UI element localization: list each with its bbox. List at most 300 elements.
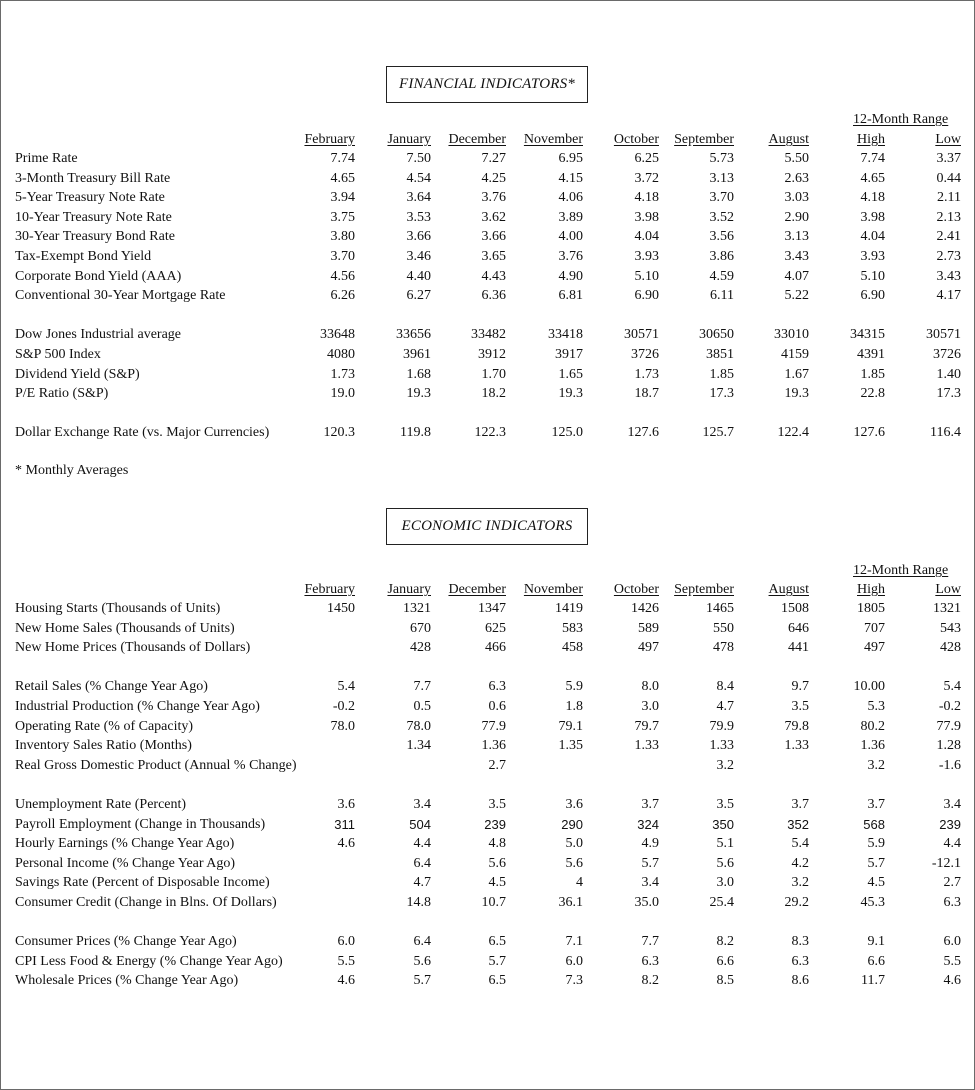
cell-november: 290 xyxy=(561,817,583,832)
cell-october: 1426 xyxy=(631,601,659,616)
cell-high: 7.74 xyxy=(860,151,885,166)
cell-january: 3961 xyxy=(403,347,431,362)
cell-low: 3.37 xyxy=(936,151,961,166)
cell-december: 4.25 xyxy=(481,171,506,186)
row-label: Consumer Credit (Change in Blns. Of Dollars) xyxy=(15,895,277,910)
cell-low: 3726 xyxy=(933,347,961,362)
table-row xyxy=(1,854,975,874)
cell-february: 4.6 xyxy=(337,836,355,851)
row-label: CPI Less Food & Energy (% Change Year Ago) xyxy=(15,954,283,969)
cell-january: 5.6 xyxy=(413,954,431,969)
cell-november: 1419 xyxy=(555,601,583,616)
cell-october: 18.7 xyxy=(634,386,659,401)
cell-august: 3.7 xyxy=(791,797,809,812)
cell-november: 3917 xyxy=(555,347,583,362)
cell-january: 4.54 xyxy=(406,171,431,186)
cell-february: 4.56 xyxy=(330,269,355,284)
cell-december: 3.65 xyxy=(481,249,506,264)
cell-december: 1.70 xyxy=(481,367,506,382)
cell-november: 1.8 xyxy=(565,699,583,714)
cell-low: -0.2 xyxy=(938,699,961,714)
row-label: Operating Rate (% of Capacity) xyxy=(15,719,194,734)
cell-high: 5.7 xyxy=(867,856,885,871)
cell-low: 2.13 xyxy=(936,210,961,225)
cell-january: 1.68 xyxy=(406,367,431,382)
cell-september: 25.4 xyxy=(709,895,734,910)
cell-february: 5.5 xyxy=(337,954,355,969)
row-label: Personal Income (% Change Year Ago) xyxy=(15,856,236,871)
cell-september: 79.9 xyxy=(709,719,734,734)
cell-february: 19.0 xyxy=(330,386,355,401)
cell-december: 3.5 xyxy=(488,797,506,812)
cell-august: 9.7 xyxy=(791,679,809,694)
cell-august: 122.4 xyxy=(777,425,809,440)
cell-september: 4.7 xyxy=(716,699,734,714)
cell-august: 3.2 xyxy=(791,875,809,890)
cell-january: 6.4 xyxy=(413,856,431,871)
cell-november: 5.0 xyxy=(565,836,583,851)
cell-low: 1321 xyxy=(933,601,961,616)
cell-september: 350 xyxy=(712,817,734,832)
cell-november: 36.1 xyxy=(558,895,583,910)
column-header-january: January xyxy=(387,132,431,147)
cell-low: -12.1 xyxy=(931,856,961,871)
cell-september: 3.13 xyxy=(709,171,734,186)
cell-september: 8.5 xyxy=(716,973,734,988)
cell-august: 8.3 xyxy=(791,934,809,949)
cell-high: 5.10 xyxy=(860,269,885,284)
cell-january: 4.4 xyxy=(413,836,431,851)
cell-high: 45.3 xyxy=(860,895,885,910)
cell-september: 3.86 xyxy=(709,249,734,264)
cell-november: 3.89 xyxy=(558,210,583,225)
economic-indicators-title: ECONOMIC INDICATORS xyxy=(386,508,588,545)
cell-december: 77.9 xyxy=(481,719,506,734)
cell-december: 2.7 xyxy=(488,758,506,773)
column-header-february: February xyxy=(304,132,355,147)
cell-november: 79.1 xyxy=(558,719,583,734)
column-header-november: November xyxy=(523,132,583,147)
cell-february: 33648 xyxy=(320,327,355,342)
row-label: Hourly Earnings (% Change Year Ago) xyxy=(15,836,235,851)
cell-october: 3.72 xyxy=(634,171,659,186)
column-header-december: December xyxy=(448,582,506,597)
row-label: Savings Rate (Percent of Disposable Income) xyxy=(15,875,270,890)
table-row xyxy=(1,873,975,893)
cell-low: 5.5 xyxy=(943,954,961,969)
financial-12-month-range-label: 12-Month Range xyxy=(853,112,949,127)
cell-february: 78.0 xyxy=(330,719,355,734)
cell-january: 3.46 xyxy=(406,249,431,264)
row-label: 5-Year Treasury Note Rate xyxy=(15,190,165,205)
cell-september: 5.1 xyxy=(716,836,734,851)
cell-high: 4391 xyxy=(857,347,885,362)
cell-december: 5.6 xyxy=(488,856,506,871)
column-header-october: October xyxy=(613,582,659,597)
cell-october: 589 xyxy=(638,621,659,636)
row-label: P/E Ratio (S&P) xyxy=(15,386,109,401)
cell-january: 0.5 xyxy=(413,699,431,714)
cell-january: 3.4 xyxy=(413,797,431,812)
cell-september: 17.3 xyxy=(709,386,734,401)
cell-february: 311 xyxy=(334,817,355,832)
cell-september: 125.7 xyxy=(702,425,734,440)
row-label: Housing Starts (Thousands of Units) xyxy=(15,601,221,616)
table-row xyxy=(1,188,975,208)
cell-november: 4.15 xyxy=(558,171,583,186)
cell-december: 1347 xyxy=(478,601,506,616)
cell-high: 1805 xyxy=(857,601,885,616)
cell-high: 3.7 xyxy=(867,797,885,812)
cell-february: -0.2 xyxy=(332,699,355,714)
cell-low: 4.17 xyxy=(936,288,961,303)
row-label: Inventory Sales Ratio (Months) xyxy=(15,738,192,753)
cell-high: 5.9 xyxy=(867,836,885,851)
row-label: Dividend Yield (S&P) xyxy=(15,367,140,382)
cell-december: 33482 xyxy=(471,327,506,342)
table-row xyxy=(1,325,975,345)
cell-low: 30571 xyxy=(926,327,961,342)
cell-september: 6.11 xyxy=(710,288,734,303)
cell-february: 5.4 xyxy=(337,679,355,694)
cell-december: 6.5 xyxy=(488,973,506,988)
row-label: S&P 500 Index xyxy=(15,347,101,362)
cell-november: 7.1 xyxy=(565,934,583,949)
cell-august: 79.8 xyxy=(784,719,809,734)
cell-low: 543 xyxy=(940,621,961,636)
footnote: * Monthly Averages xyxy=(15,463,129,478)
row-label: Unemployment Rate (Percent) xyxy=(15,797,187,812)
cell-november: 3.76 xyxy=(558,249,583,264)
cell-low: 3.43 xyxy=(936,269,961,284)
cell-august: 1.67 xyxy=(784,367,809,382)
table-row xyxy=(1,619,975,639)
column-header-december: December xyxy=(448,132,506,147)
cell-september: 3.70 xyxy=(709,190,734,205)
cell-october: 127.6 xyxy=(627,425,659,440)
cell-september: 30650 xyxy=(699,327,734,342)
cell-high: 9.1 xyxy=(867,934,885,949)
cell-december: 5.7 xyxy=(488,954,506,969)
cell-january: 78.0 xyxy=(406,719,431,734)
cell-january: 7.7 xyxy=(413,679,431,694)
cell-low: 2.7 xyxy=(943,875,961,890)
table-row xyxy=(1,247,975,267)
cell-january: 14.8 xyxy=(406,895,431,910)
cell-august: 2.90 xyxy=(784,210,809,225)
cell-december: 4.43 xyxy=(481,269,506,284)
cell-october: 3.98 xyxy=(634,210,659,225)
cell-high: 11.7 xyxy=(861,973,885,988)
table-row xyxy=(1,267,975,287)
cell-november: 4 xyxy=(576,875,583,890)
cell-october: 79.7 xyxy=(634,719,659,734)
column-header-january: January xyxy=(387,582,431,597)
cell-august: 19.3 xyxy=(784,386,809,401)
cell-october: 3726 xyxy=(631,347,659,362)
cell-september: 478 xyxy=(713,640,734,655)
cell-august: 4159 xyxy=(781,347,809,362)
cell-december: 625 xyxy=(485,621,506,636)
cell-high: 4.04 xyxy=(860,229,885,244)
cell-november: 458 xyxy=(562,640,583,655)
cell-august: 352 xyxy=(787,817,809,832)
cell-low: 4.6 xyxy=(943,973,961,988)
cell-august: 1.33 xyxy=(784,738,809,753)
cell-low: 239 xyxy=(939,817,961,832)
cell-high: 568 xyxy=(863,817,885,832)
cell-january: 119.8 xyxy=(400,425,431,440)
cell-january: 6.4 xyxy=(413,934,431,949)
cell-september: 5.6 xyxy=(716,856,734,871)
cell-december: 239 xyxy=(484,817,506,832)
cell-august: 33010 xyxy=(774,327,809,342)
cell-high: 3.93 xyxy=(860,249,885,264)
table-row xyxy=(1,932,975,952)
cell-january: 7.50 xyxy=(406,151,431,166)
cell-low: 2.41 xyxy=(936,229,961,244)
cell-december: 122.3 xyxy=(474,425,506,440)
cell-november: 19.3 xyxy=(558,386,583,401)
cell-high: 1.85 xyxy=(860,367,885,382)
row-label: Dow Jones Industrial average xyxy=(15,327,182,342)
cell-high: 707 xyxy=(864,621,885,636)
cell-february: 1450 xyxy=(327,601,355,616)
row-label: New Home Prices (Thousands of Dollars) xyxy=(15,640,251,655)
cell-low: 77.9 xyxy=(936,719,961,734)
cell-october: 5.10 xyxy=(634,269,659,284)
column-header-october: October xyxy=(613,132,659,147)
cell-september: 3.0 xyxy=(716,875,734,890)
cell-november: 583 xyxy=(562,621,583,636)
cell-high: 1.36 xyxy=(860,738,885,753)
cell-december: 4.5 xyxy=(488,875,506,890)
cell-february: 3.94 xyxy=(330,190,355,205)
cell-january: 19.3 xyxy=(406,386,431,401)
row-label: Wholesale Prices (% Change Year Ago) xyxy=(15,973,239,988)
cell-february: 4.6 xyxy=(337,973,355,988)
cell-october: 3.4 xyxy=(641,875,659,890)
cell-low: 6.0 xyxy=(943,934,961,949)
row-label: Payroll Employment (Change in Thousands) xyxy=(15,817,266,832)
row-label: Industrial Production (% Change Year Ago) xyxy=(15,699,260,714)
table-row xyxy=(1,756,975,776)
cell-high: 10.00 xyxy=(853,679,885,694)
cell-september: 3.52 xyxy=(709,210,734,225)
cell-september: 1465 xyxy=(706,601,734,616)
cell-august: 4.07 xyxy=(784,269,809,284)
cell-october: 3.93 xyxy=(634,249,659,264)
cell-high: 4.18 xyxy=(860,190,885,205)
table-row xyxy=(1,893,975,913)
table-row xyxy=(1,384,975,404)
cell-january: 4.7 xyxy=(413,875,431,890)
cell-january: 428 xyxy=(410,640,431,655)
cell-october: 324 xyxy=(637,817,659,832)
cell-august: 4.2 xyxy=(791,856,809,871)
cell-november: 1.65 xyxy=(558,367,583,382)
cell-low: 6.3 xyxy=(943,895,961,910)
cell-february: 3.6 xyxy=(337,797,355,812)
cell-august: 3.13 xyxy=(784,229,809,244)
cell-october: 3.7 xyxy=(641,797,659,812)
table-row xyxy=(1,149,975,169)
cell-january: 3.53 xyxy=(406,210,431,225)
cell-september: 3.56 xyxy=(709,229,734,244)
cell-september: 8.2 xyxy=(716,934,734,949)
cell-january: 6.27 xyxy=(406,288,431,303)
row-label: 30-Year Treasury Bond Rate xyxy=(15,229,175,244)
row-label: Consumer Prices (% Change Year Ago) xyxy=(15,934,237,949)
cell-low: 1.40 xyxy=(936,367,961,382)
cell-october: 30571 xyxy=(624,327,659,342)
column-header-september: September xyxy=(674,582,734,597)
table-row xyxy=(1,952,975,972)
cell-october: 8.2 xyxy=(641,973,659,988)
cell-january: 3.64 xyxy=(406,190,431,205)
cell-november: 4.90 xyxy=(558,269,583,284)
cell-february: 3.75 xyxy=(330,210,355,225)
row-label: Real Gross Domestic Product (Annual % Change) xyxy=(15,758,297,773)
cell-august: 6.3 xyxy=(791,954,809,969)
cell-december: 6.36 xyxy=(481,288,506,303)
column-header-high: High xyxy=(857,582,885,597)
cell-december: 3.76 xyxy=(481,190,506,205)
table-row xyxy=(1,365,975,385)
cell-december: 10.7 xyxy=(481,895,506,910)
cell-september: 4.59 xyxy=(709,269,734,284)
column-header-low: Low xyxy=(935,582,961,597)
cell-november: 5.9 xyxy=(565,679,583,694)
cell-january: 670 xyxy=(410,621,431,636)
cell-august: 3.43 xyxy=(784,249,809,264)
cell-december: 466 xyxy=(485,640,506,655)
row-label: New Home Sales (Thousands of Units) xyxy=(15,621,235,636)
cell-september: 1.33 xyxy=(709,738,734,753)
cell-august: 5.4 xyxy=(791,836,809,851)
cell-december: 6.5 xyxy=(488,934,506,949)
cell-september: 5.73 xyxy=(709,151,734,166)
cell-low: 17.3 xyxy=(936,386,961,401)
cell-low: 4.4 xyxy=(943,836,961,851)
cell-august: 5.50 xyxy=(784,151,809,166)
cell-december: 6.3 xyxy=(488,679,506,694)
cell-november: 7.3 xyxy=(565,973,583,988)
cell-october: 7.7 xyxy=(641,934,659,949)
table-row xyxy=(1,423,975,443)
economic-12-month-range-label: 12-Month Range xyxy=(853,563,949,578)
table-row xyxy=(1,717,975,737)
cell-high: 4.5 xyxy=(867,875,885,890)
cell-low: 2.11 xyxy=(937,190,961,205)
cell-october: 6.25 xyxy=(634,151,659,166)
cell-january: 33656 xyxy=(396,327,431,342)
table-row xyxy=(1,638,975,658)
cell-february: 120.3 xyxy=(323,425,355,440)
cell-low: 116.4 xyxy=(930,425,961,440)
cell-october: 6.3 xyxy=(641,954,659,969)
cell-december: 7.27 xyxy=(481,151,506,166)
table-row xyxy=(1,834,975,854)
cell-low: 3.4 xyxy=(943,797,961,812)
column-header-august: August xyxy=(768,582,809,597)
cell-november: 5.6 xyxy=(565,856,583,871)
table-row xyxy=(1,795,975,815)
cell-october: 4.04 xyxy=(634,229,659,244)
cell-low: 0.44 xyxy=(936,171,961,186)
cell-february: 4080 xyxy=(327,347,355,362)
cell-september: 1.85 xyxy=(709,367,734,382)
table-row xyxy=(1,169,975,189)
cell-december: 0.6 xyxy=(488,699,506,714)
cell-september: 550 xyxy=(713,621,734,636)
cell-low: 5.4 xyxy=(943,679,961,694)
cell-november: 33418 xyxy=(548,327,583,342)
table-row xyxy=(1,971,975,991)
cell-high: 80.2 xyxy=(860,719,885,734)
cell-october: 4.9 xyxy=(641,836,659,851)
table-row xyxy=(1,345,975,365)
cell-november: 6.0 xyxy=(565,954,583,969)
column-header-february: February xyxy=(304,582,355,597)
cell-high: 6.90 xyxy=(860,288,885,303)
cell-january: 1.34 xyxy=(406,738,431,753)
cell-high: 127.6 xyxy=(853,425,885,440)
cell-october: 1.73 xyxy=(634,367,659,382)
financial-indicators-title: FINANCIAL INDICATORS* xyxy=(386,66,588,103)
cell-high: 22.8 xyxy=(860,386,885,401)
cell-low: -1.6 xyxy=(938,758,961,773)
cell-high: 34315 xyxy=(850,327,885,342)
table-row xyxy=(1,815,975,835)
table-row xyxy=(1,697,975,717)
cell-december: 3912 xyxy=(478,347,506,362)
cell-february: 4.65 xyxy=(330,171,355,186)
cell-september: 3.2 xyxy=(716,758,734,773)
cell-october: 4.18 xyxy=(634,190,659,205)
cell-january: 504 xyxy=(409,817,431,832)
column-header-november: November xyxy=(523,582,583,597)
cell-november: 6.95 xyxy=(558,151,583,166)
cell-august: 646 xyxy=(788,621,809,636)
cell-october: 8.0 xyxy=(641,679,659,694)
row-label: 3-Month Treasury Bill Rate xyxy=(15,171,171,186)
cell-september: 6.6 xyxy=(716,954,734,969)
table-row xyxy=(1,208,975,228)
cell-january: 3.66 xyxy=(406,229,431,244)
cell-december: 1.36 xyxy=(481,738,506,753)
cell-high: 6.6 xyxy=(867,954,885,969)
cell-november: 6.81 xyxy=(558,288,583,303)
table-row xyxy=(1,736,975,756)
cell-august: 2.63 xyxy=(784,171,809,186)
cell-september: 3851 xyxy=(706,347,734,362)
cell-high: 497 xyxy=(864,640,885,655)
cell-november: 4.00 xyxy=(558,229,583,244)
row-label: Dollar Exchange Rate (vs. Major Currencies) xyxy=(15,425,270,440)
cell-january: 4.40 xyxy=(406,269,431,284)
cell-october: 1.33 xyxy=(634,738,659,753)
cell-high: 3.98 xyxy=(860,210,885,225)
cell-august: 441 xyxy=(788,640,809,655)
column-header-high: High xyxy=(857,132,885,147)
cell-november: 125.0 xyxy=(551,425,583,440)
cell-december: 4.8 xyxy=(488,836,506,851)
table-row xyxy=(1,599,975,619)
cell-october: 5.7 xyxy=(641,856,659,871)
row-label: Corporate Bond Yield (AAA) xyxy=(15,269,182,284)
cell-january: 5.7 xyxy=(413,973,431,988)
